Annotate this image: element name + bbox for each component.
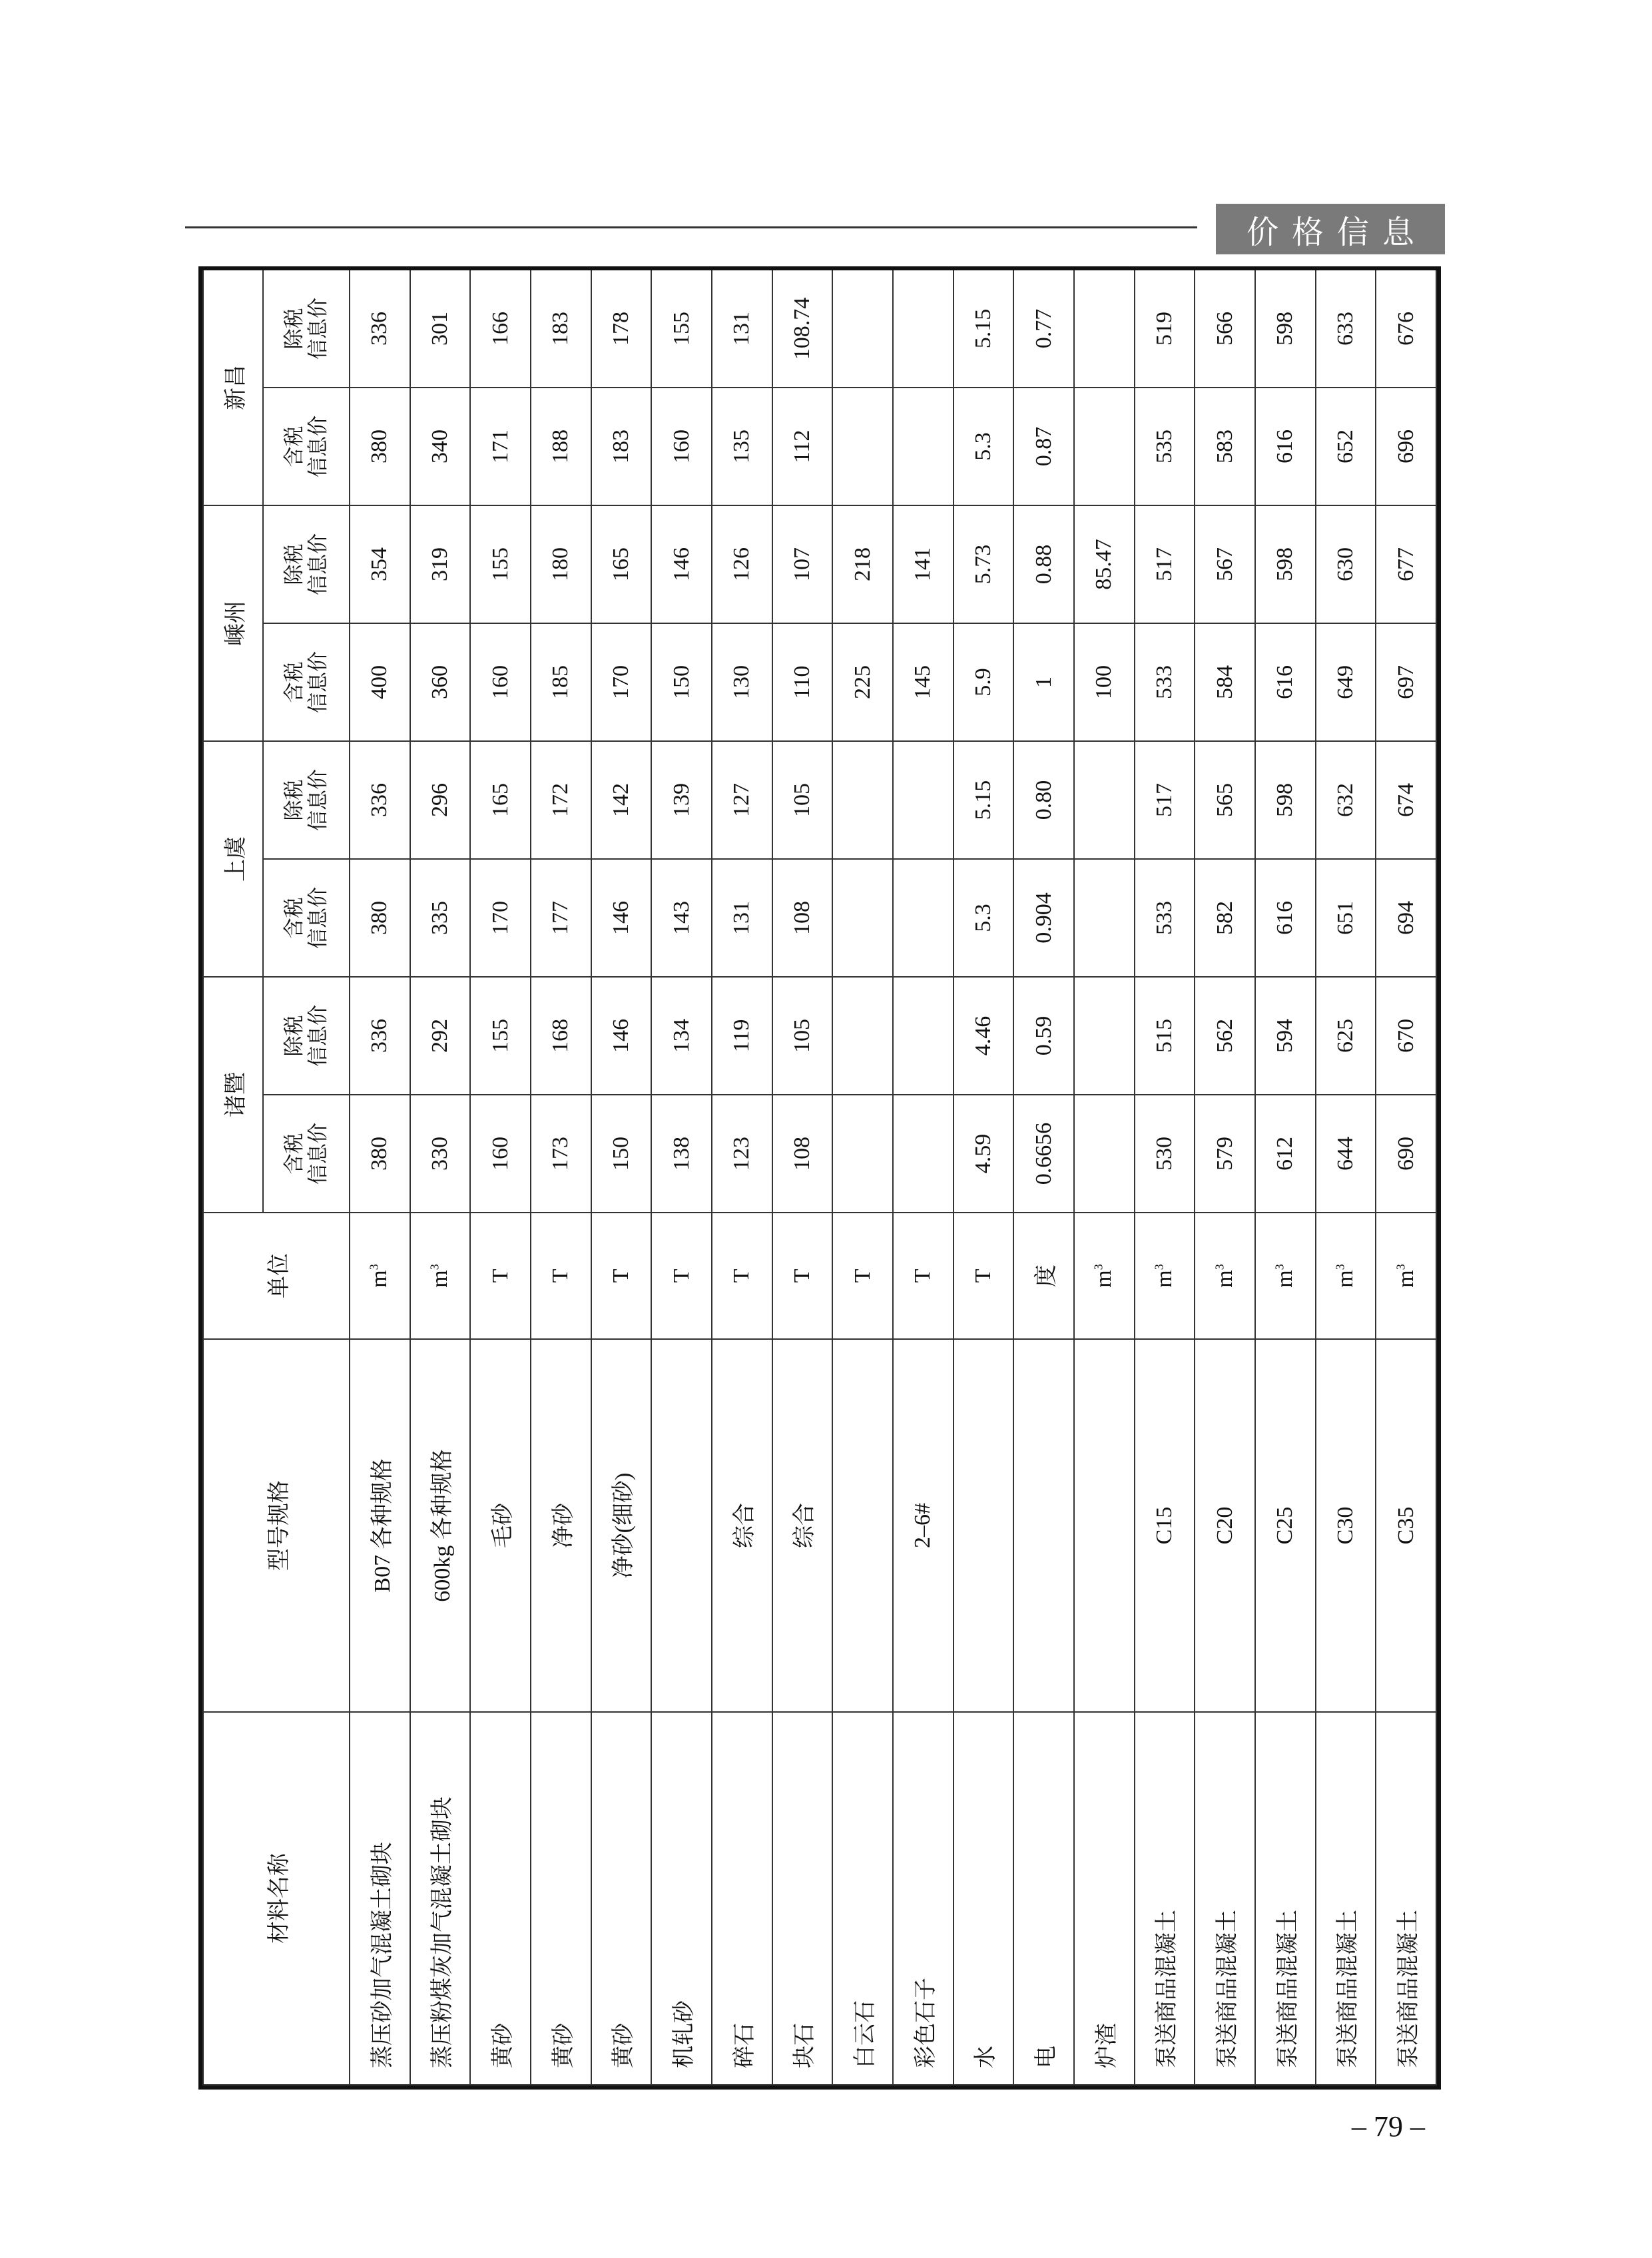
material-name-cell: 蒸压粉煤灰加气混凝土砌块	[410, 1712, 471, 2085]
table-row	[651, 270, 712, 2085]
spec-cell: 毛砂	[470, 1339, 531, 1712]
material-name-cell: 电	[1013, 1712, 1074, 2085]
price-cell: 146	[591, 859, 652, 977]
spec-cell: C15	[1135, 1339, 1195, 1712]
table-row	[410, 270, 471, 2085]
price-cell: 380	[350, 1095, 410, 1213]
price-cell: 583	[1195, 388, 1255, 505]
spec-cell: C25	[1255, 1339, 1316, 1712]
price-cell: 5.3	[954, 859, 1014, 977]
price-cell: 0.87	[1013, 388, 1074, 505]
unit-text: m	[1212, 1270, 1237, 1288]
price-cell: 670	[1376, 977, 1436, 1095]
material-name-cell: 水	[954, 1712, 1014, 2085]
price-cell: 630	[1316, 505, 1376, 623]
price-cell: 108.74	[772, 270, 833, 388]
price-cell: 616	[1255, 859, 1316, 977]
unit-text: T	[608, 1269, 633, 1283]
table-row	[1135, 270, 1195, 2085]
unit-cell	[712, 1213, 772, 1339]
price-cell: 649	[1316, 623, 1376, 741]
price-cell	[832, 1095, 893, 1213]
price-cell: 533	[1135, 859, 1195, 977]
price-cell	[832, 270, 893, 388]
price-cell: 674	[1376, 741, 1436, 859]
table-row	[1316, 270, 1376, 2085]
table-row	[954, 270, 1014, 2085]
material-name-cell: 白云石	[832, 1712, 893, 2085]
material-name-cell: 黄砂	[470, 1712, 531, 2085]
price-cell	[893, 977, 954, 1095]
price-cell: 218	[832, 505, 893, 623]
price-cell: 0.88	[1013, 505, 1074, 623]
price-cell: 354	[350, 505, 410, 623]
spec-cell	[1013, 1339, 1074, 1712]
price-cell: 567	[1195, 505, 1255, 623]
price-cell: 566	[1195, 270, 1255, 388]
price-cell: 598	[1255, 505, 1316, 623]
price-cell: 335	[410, 859, 471, 977]
price-cell: 340	[410, 388, 471, 505]
price-cell: 177	[531, 859, 591, 977]
price-cell: 131	[712, 270, 772, 388]
price-cell	[832, 388, 893, 505]
without-tax-price-header: 除税 信息价	[263, 505, 350, 623]
table-row	[350, 270, 410, 2085]
material-name-cell: 炉渣	[1074, 1712, 1135, 2085]
price-cell: 677	[1376, 505, 1436, 623]
price-cell: 360	[410, 623, 471, 741]
price-cell: 5.9	[954, 623, 1014, 741]
price-cell: 180	[531, 505, 591, 623]
unit-text: 度	[1034, 1265, 1059, 1287]
spec-cell: 2–6#	[893, 1339, 954, 1712]
unit-cell	[651, 1213, 712, 1339]
without-tax-price-header: 除税 信息价	[263, 977, 350, 1095]
price-cell: 535	[1135, 388, 1195, 505]
table-row	[1013, 270, 1074, 2085]
unit-cell	[410, 1213, 471, 1339]
unit-superscript: 3	[1333, 1264, 1347, 1270]
spec-cell	[954, 1339, 1014, 1712]
price-cell: 134	[651, 977, 712, 1095]
table-row	[832, 270, 893, 2085]
price-table	[202, 269, 1437, 2086]
unit-text: T	[548, 1269, 573, 1283]
unit-text: m	[1272, 1270, 1298, 1288]
price-cell: 616	[1255, 623, 1316, 741]
material-name-cell: 泵送商品混凝土	[1135, 1712, 1195, 2085]
price-cell: 4.46	[954, 977, 1014, 1095]
price-cell	[893, 388, 954, 505]
price-table-rotated	[202, 270, 1437, 2086]
col-header-unit: 单位	[203, 1213, 350, 1339]
unit-superscript: 3	[1272, 1264, 1286, 1270]
price-cell: 336	[350, 270, 410, 388]
header-rule	[185, 226, 1197, 228]
price-cell: 598	[1255, 270, 1316, 388]
price-cell: 123	[712, 1095, 772, 1213]
unit-text: m	[427, 1270, 452, 1288]
price-cell: 150	[591, 1095, 652, 1213]
material-name-cell: 泵送商品混凝土	[1376, 1712, 1436, 2085]
price-cell: 178	[591, 270, 652, 388]
price-cell: 143	[651, 859, 712, 977]
price-cell	[832, 859, 893, 977]
unit-cell	[893, 1213, 954, 1339]
unit-cell	[350, 1213, 410, 1339]
price-cell: 676	[1376, 270, 1436, 388]
price-cell: 135	[712, 388, 772, 505]
unit-cell	[531, 1213, 591, 1339]
price-cell: 165	[470, 741, 531, 859]
unit-superscript: 3	[427, 1264, 441, 1270]
price-cell: 515	[1135, 977, 1195, 1095]
price-cell: 690	[1376, 1095, 1436, 1213]
price-cell: 519	[1135, 270, 1195, 388]
unit-text: T	[729, 1269, 754, 1283]
material-name-cell: 泵送商品混凝土	[1316, 1712, 1376, 2085]
price-cell	[893, 1095, 954, 1213]
price-cell	[832, 741, 893, 859]
price-cell: 0.904	[1013, 859, 1074, 977]
price-cell: 598	[1255, 741, 1316, 859]
price-cell: 296	[410, 741, 471, 859]
price-cell: 85.47	[1074, 505, 1135, 623]
price-cell: 4.59	[954, 1095, 1014, 1213]
price-cell: 183	[531, 270, 591, 388]
without-tax-price-header: 除税 信息价	[263, 741, 350, 859]
price-cell	[893, 741, 954, 859]
table-row	[772, 270, 833, 2085]
unit-superscript: 3	[368, 1264, 381, 1270]
spec-cell: 600kg 各种规格	[410, 1339, 471, 1712]
price-cell: 582	[1195, 859, 1255, 977]
price-cell: 584	[1195, 623, 1255, 741]
price-cell: 1	[1013, 623, 1074, 741]
spec-cell: 综合	[712, 1339, 772, 1712]
region-header-shangyu: 上虞	[203, 741, 263, 977]
table-row	[712, 270, 772, 2085]
price-cell: 170	[591, 623, 652, 741]
unit-cell	[772, 1213, 833, 1339]
with-tax-price-header: 含税 信息价	[263, 1095, 350, 1213]
spec-cell	[832, 1339, 893, 1712]
price-cell: 697	[1376, 623, 1436, 741]
material-name-cell: 机轧砂	[651, 1712, 712, 2085]
price-cell: 131	[712, 859, 772, 977]
unit-cell	[1135, 1213, 1195, 1339]
region-header-xinchang: 新昌	[203, 270, 263, 505]
price-cell: 126	[712, 505, 772, 623]
spec-cell	[1074, 1339, 1135, 1712]
price-cell: 166	[470, 270, 531, 388]
price-cell: 612	[1255, 1095, 1316, 1213]
price-cell: 155	[470, 505, 531, 623]
section-title-tag: 价格信息	[1216, 204, 1445, 254]
price-cell	[893, 859, 954, 977]
price-cell	[1074, 977, 1135, 1095]
price-cell: 330	[410, 1095, 471, 1213]
unit-text: m	[1091, 1270, 1117, 1288]
price-cell: 150	[651, 623, 712, 741]
price-table-frame	[198, 266, 1441, 2090]
price-cell	[1074, 270, 1135, 388]
material-name-cell: 泵送商品混凝土	[1195, 1712, 1255, 2085]
price-cell: 138	[651, 1095, 712, 1213]
price-cell	[832, 977, 893, 1095]
price-cell: 130	[712, 623, 772, 741]
price-cell: 5.15	[954, 270, 1014, 388]
price-cell: 594	[1255, 977, 1316, 1095]
unit-text: T	[487, 1269, 513, 1283]
unit-superscript: 3	[1394, 1264, 1408, 1270]
unit-text: m	[1332, 1270, 1358, 1288]
with-tax-price-header: 含税 信息价	[263, 859, 350, 977]
price-cell: 696	[1376, 388, 1436, 505]
region-header-shengzhou: 嵊州	[203, 505, 263, 741]
material-name-cell: 碎石	[712, 1712, 772, 2085]
price-cell: 616	[1255, 388, 1316, 505]
price-cell	[1074, 388, 1135, 505]
price-cell: 160	[470, 1095, 531, 1213]
price-cell: 0.77	[1013, 270, 1074, 388]
material-name-cell: 泵送商品混凝土	[1255, 1712, 1316, 2085]
with-tax-price-header: 含税 信息价	[263, 623, 350, 741]
price-cell: 380	[350, 388, 410, 505]
price-cell: 0.80	[1013, 741, 1074, 859]
spec-cell: C20	[1195, 1339, 1255, 1712]
price-cell	[1074, 741, 1135, 859]
region-header-zhuji: 诸暨	[203, 977, 263, 1213]
col-header-name: 材料名称	[203, 1712, 350, 2085]
price-cell: 625	[1316, 977, 1376, 1095]
price-cell: 336	[350, 741, 410, 859]
price-cell: 160	[470, 623, 531, 741]
spec-cell: 综合	[772, 1339, 833, 1712]
price-cell: 5.3	[954, 388, 1014, 505]
price-cell: 172	[531, 741, 591, 859]
unit-superscript: 3	[1152, 1264, 1166, 1270]
material-name-cell: 黄砂	[591, 1712, 652, 2085]
unit-cell	[1316, 1213, 1376, 1339]
unit-text: T	[850, 1269, 875, 1283]
price-cell: 5.73	[954, 505, 1014, 623]
unit-text: m	[1393, 1270, 1418, 1288]
price-cell: 652	[1316, 388, 1376, 505]
unit-text: m	[1151, 1270, 1177, 1288]
table-row	[893, 270, 954, 2085]
price-cell: 112	[772, 388, 833, 505]
price-cell: 145	[893, 623, 954, 741]
price-cell	[893, 270, 954, 388]
price-cell	[1074, 859, 1135, 977]
price-cell	[1074, 1095, 1135, 1213]
table-row	[1255, 270, 1316, 2085]
unit-text: T	[669, 1269, 694, 1283]
price-cell: 168	[531, 977, 591, 1095]
table-row	[531, 270, 591, 2085]
price-cell: 105	[772, 977, 833, 1095]
price-cell: 319	[410, 505, 471, 623]
unit-cell	[1376, 1213, 1436, 1339]
price-cell: 173	[531, 1095, 591, 1213]
spec-cell: 净砂(细砂)	[591, 1339, 652, 1712]
spec-cell: C30	[1316, 1339, 1376, 1712]
price-cell: 141	[893, 505, 954, 623]
price-cell: 579	[1195, 1095, 1255, 1213]
unit-text: m	[367, 1270, 392, 1288]
unit-cell	[591, 1213, 652, 1339]
unit-cell	[470, 1213, 531, 1339]
price-cell: 155	[470, 977, 531, 1095]
price-cell: 139	[651, 741, 712, 859]
unit-text: T	[789, 1269, 814, 1283]
unit-cell	[1255, 1213, 1316, 1339]
price-cell: 108	[772, 1095, 833, 1213]
price-table-body	[350, 270, 1436, 2085]
table-row	[1074, 270, 1135, 2085]
unit-superscript: 3	[1213, 1264, 1227, 1270]
price-cell: 694	[1376, 859, 1436, 977]
price-cell: 185	[531, 623, 591, 741]
price-cell: 565	[1195, 741, 1255, 859]
price-cell: 530	[1135, 1095, 1195, 1213]
price-cell: 119	[712, 977, 772, 1095]
price-cell: 127	[712, 741, 772, 859]
price-cell: 107	[772, 505, 833, 623]
unit-cell	[832, 1213, 893, 1339]
price-cell: 170	[470, 859, 531, 977]
price-cell: 160	[651, 388, 712, 505]
material-name-cell: 黄砂	[531, 1712, 591, 2085]
price-cell: 633	[1316, 270, 1376, 388]
unit-cell	[1013, 1213, 1074, 1339]
unit-text: T	[970, 1269, 995, 1283]
price-cell: 108	[772, 859, 833, 977]
price-cell: 105	[772, 741, 833, 859]
spec-cell: 净砂	[531, 1339, 591, 1712]
spec-cell: B07 各种规格	[350, 1339, 410, 1712]
without-tax-price-header: 除税 信息价	[263, 270, 350, 388]
page-number: – 79 –	[1352, 2110, 1425, 2143]
price-cell: 651	[1316, 859, 1376, 977]
with-tax-price-header: 含税 信息价	[263, 388, 350, 505]
price-cell: 155	[651, 270, 712, 388]
material-name-cell: 块石	[772, 1712, 833, 2085]
price-cell: 400	[350, 623, 410, 741]
material-name-cell: 蒸压砂加气混凝土砌块	[350, 1712, 410, 2085]
table-row	[591, 270, 652, 2085]
price-cell: 225	[832, 623, 893, 741]
price-cell: 183	[591, 388, 652, 505]
price-cell: 188	[531, 388, 591, 505]
table-row	[1376, 270, 1436, 2085]
price-cell: 632	[1316, 741, 1376, 859]
price-cell: 517	[1135, 741, 1195, 859]
price-cell: 336	[350, 977, 410, 1095]
material-name-cell: 彩色石子	[893, 1712, 954, 2085]
price-cell: 644	[1316, 1095, 1376, 1213]
price-cell: 0.59	[1013, 977, 1074, 1095]
unit-cell	[954, 1213, 1014, 1339]
col-header-spec: 型号规格	[203, 1339, 350, 1712]
price-cell: 0.6656	[1013, 1095, 1074, 1213]
price-cell: 146	[591, 977, 652, 1095]
price-cell: 562	[1195, 977, 1255, 1095]
spec-cell	[651, 1339, 712, 1712]
price-cell: 165	[591, 505, 652, 623]
unit-cell	[1074, 1213, 1135, 1339]
price-cell: 171	[470, 388, 531, 505]
price-cell: 110	[772, 623, 833, 741]
price-cell: 146	[651, 505, 712, 623]
price-cell: 100	[1074, 623, 1135, 741]
unit-superscript: 3	[1091, 1264, 1105, 1270]
unit-cell	[1195, 1213, 1255, 1339]
price-cell: 301	[410, 270, 471, 388]
price-cell: 5.15	[954, 741, 1014, 859]
table-row	[1195, 270, 1255, 2085]
price-cell: 142	[591, 741, 652, 859]
spec-cell: C35	[1376, 1339, 1436, 1712]
table-row	[470, 270, 531, 2085]
price-cell: 533	[1135, 623, 1195, 741]
unit-text: T	[910, 1269, 936, 1283]
price-cell: 380	[350, 859, 410, 977]
price-cell: 292	[410, 977, 471, 1095]
price-cell: 517	[1135, 505, 1195, 623]
